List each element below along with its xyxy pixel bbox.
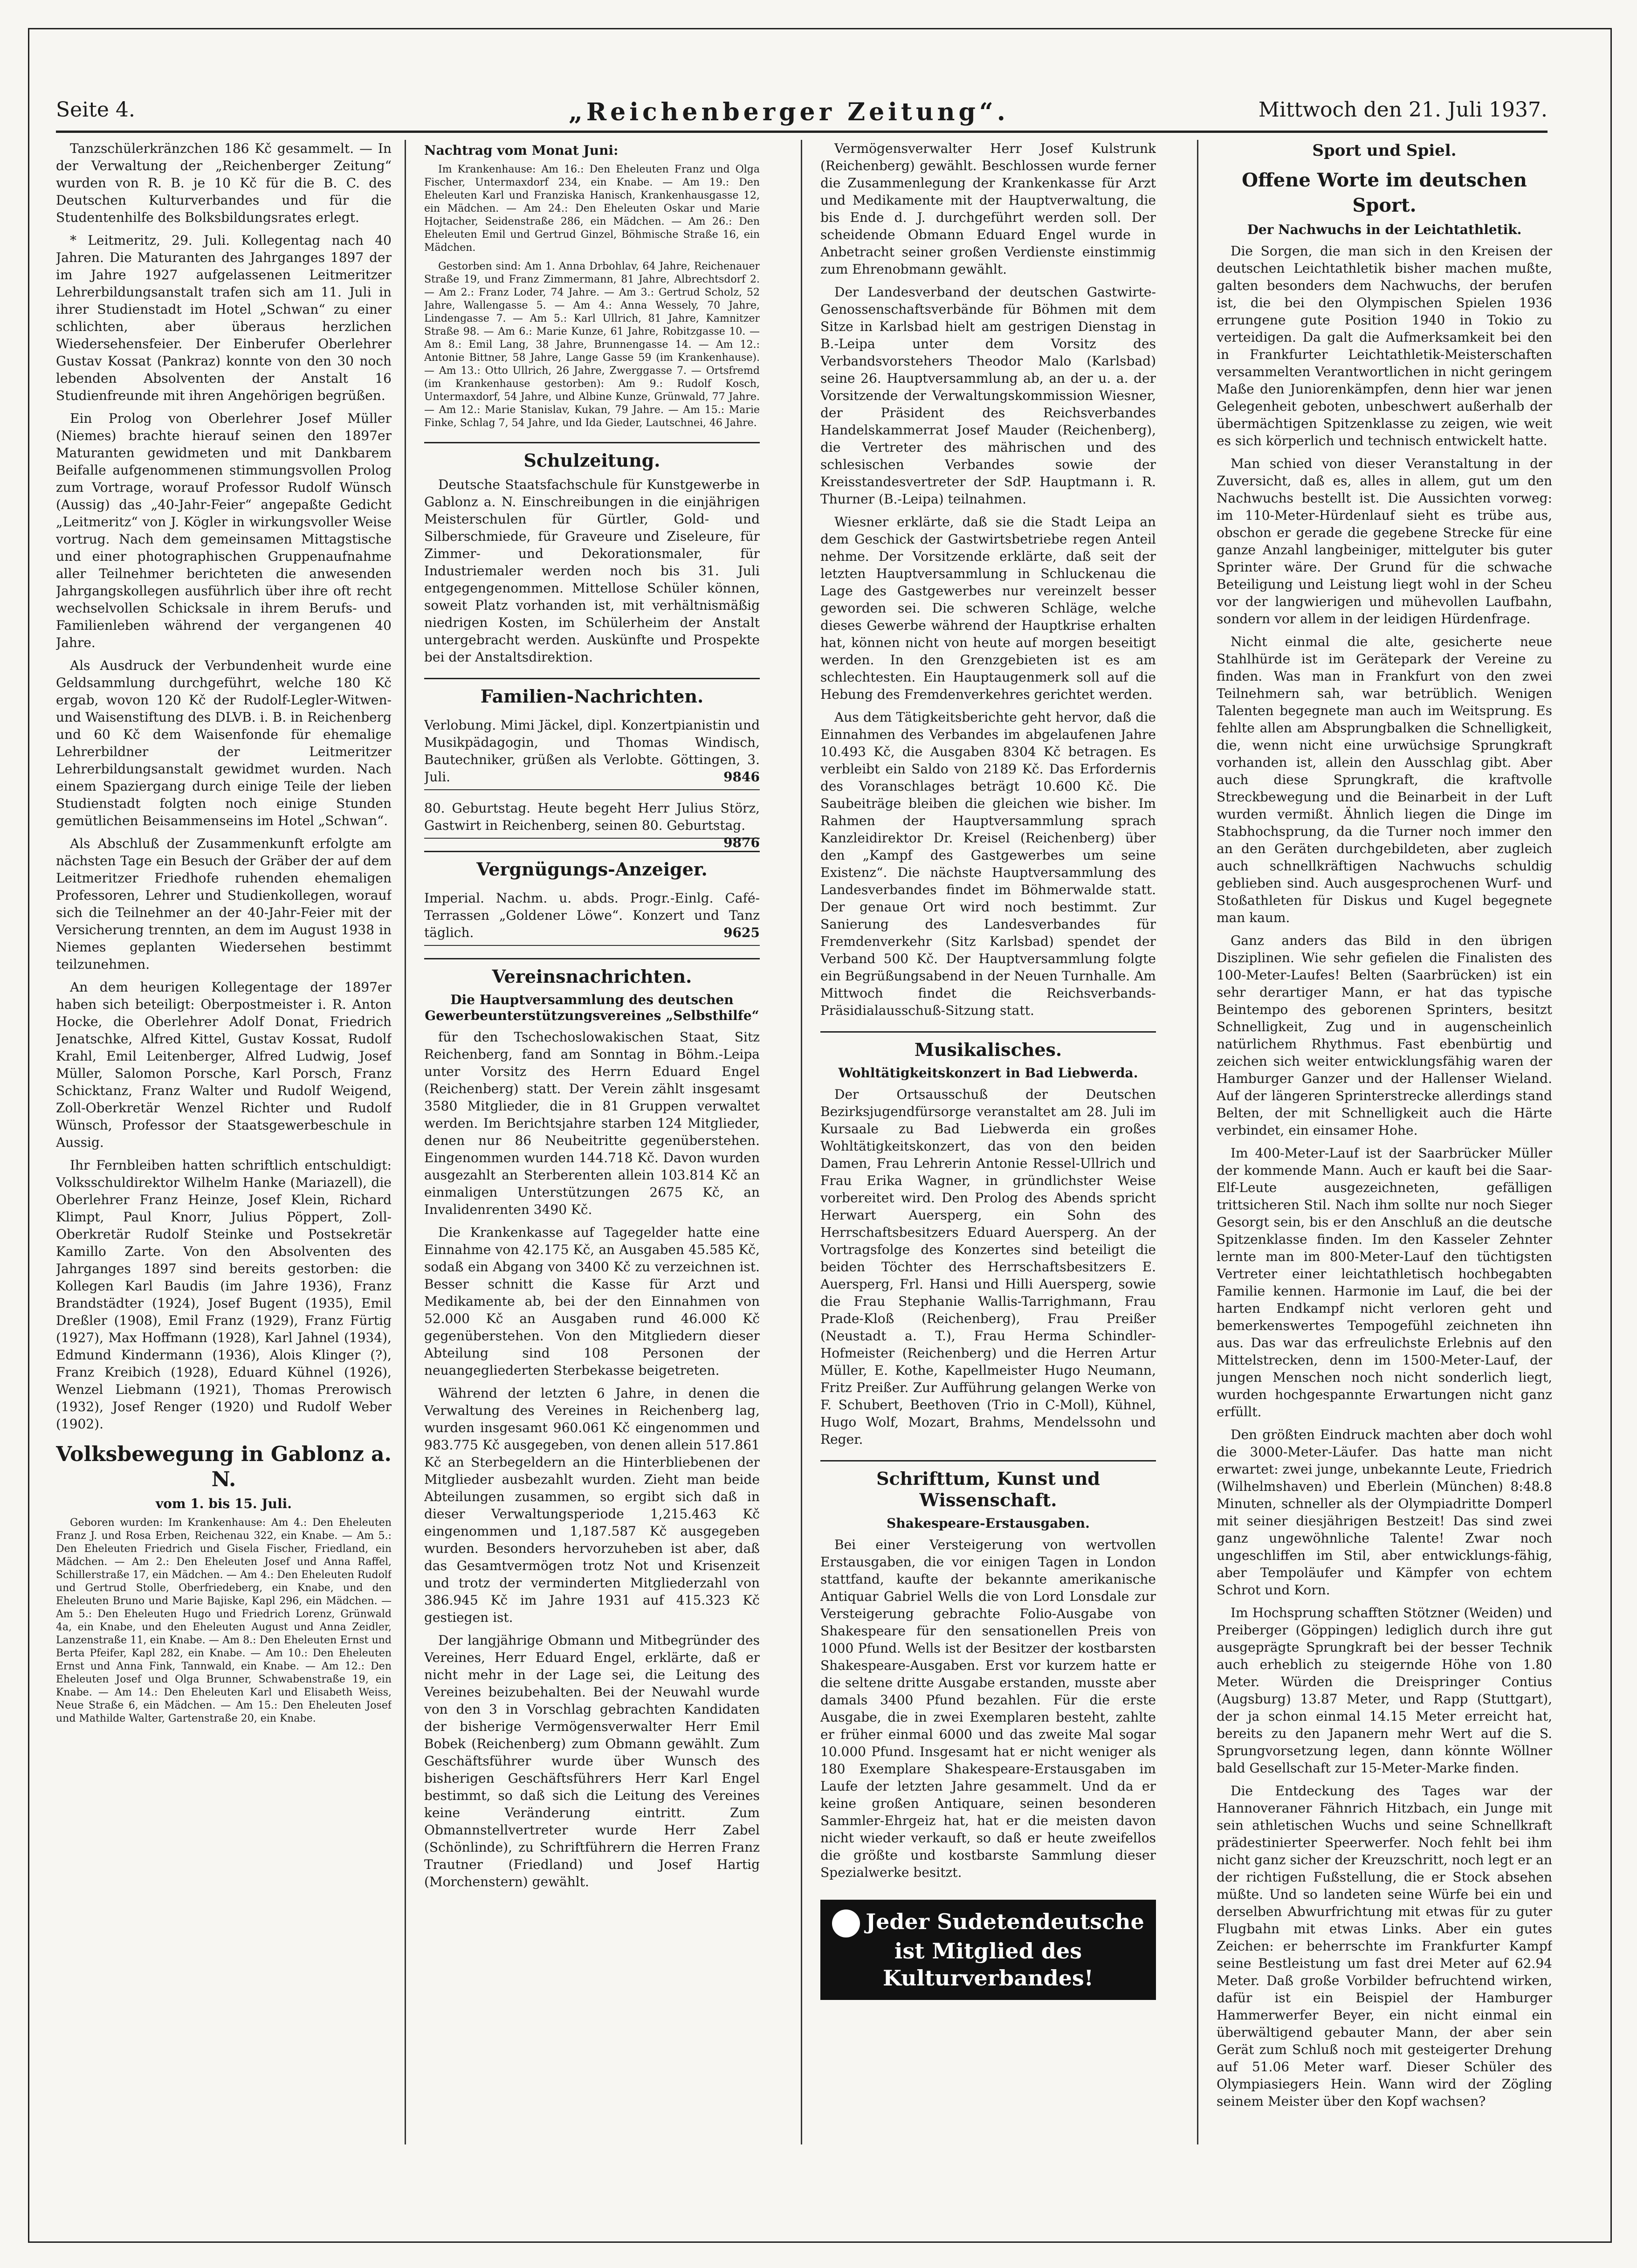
paragraph: Der langjährige Obmann und Mitbegründer des Vereines, Herr Eduard Engel, erklärte, daß er nicht mehr in der Lage sei, die Leitung des Vereines beizubehalten. Bei der Neuwahl wurde von den 3 in Vorschlag gebrachten Kandidaten der bisherige Vermögensverwalter Herr Emil Bobek (Reichenberg) zum Obmann gewählt. Zum Geschäftsführer wurde über Wunsch des bisherigen Geschäftsführers Herr Karl Engel bestimmt, so daß sich die Leitung des Vereines keine Veränderung eintritt. Zum Obmannstellvertreter wurde Herr Zabel (Schönlinde), zu Schriftführern die Herren Franz Trautner (Friedland) und Josef Hartig (Morchenstern) gewählt. [424,1633,760,1889]
paragraph: Nicht einmal die alte, gesicherte neue Stahlhürde ist im Gerätepark der Vereine zu finden. Was man in Frankfurt von den zwei Teilnehmern sah, war betrüblich. Wenigen Talenten begegnete man auch im Weitsprung. Es fehlte allen am Absprungbalken die Schnelligkeit, die, wenn nicht eine urwüchsige Sprungkraft vorhanden ist, allein den Ausschlag gibt. Aber auch diese Sprungkraft, die kraftvolle Streckbewegung und die Beinarbeit in der Luft wurden vermißt. Ähnlich liegen die Dinge im Stabhochsprung, da die Turner noch immer den an den Geräten durchgebildeten, aber zugleich auch schnellkräftigen Nachwuchs schuldig geblieben sind. Auch ausgesprochenen Wurf- und Stoßathleten für Diskus und Kugel begegnete man kaum. [1217,634,1552,925]
section-title-musik: Musikalisches. [820,1031,1156,1061]
gestorben-text: Gestorben sind: Am 1. Anna Drbohlav, 64 Jahre, Reichenauer Straße 19, und Franz Zimmermann, 81 Jahre, Albrechtsdorf 2. — Am 2.: Franz Loder, 74 Jahre. — Am 3.: Gertrud Scholz, 52 Jahre, Wallengasse 5. — Am 4.: Anna Wessely, 70 Jahre, Lindengasse 7. — Am 5.: Karl Ullrich, 81 Jahre, Kamnitzer Straße 98. — Am 6.: Marie Kunze, 61 Jahre, Robitzgasse 10. — Am 8.: Emil Lang, 38 Jahre, Brunnengasse 14. — Am 12.: Antonie Bittner, 58 Jahre, Lange Gasse 59 (im Krankenhause). — Am 13.: Otto Ullrich, 26 Jahre, Zwerggasse 7. — Ortsfremd (im Krankenhause gestorben): Am 9.: Rudolf Kosch, Untermaxdorf, 54 Jahre, und Albine Kunze, Grünwald, 77 Jahre. — Am 12.: Marie Stanislav, Kukan, 79 Jahre. — Am 15.: Marie Finke, Schlag 7, 54 Jahre, und Ida Gieder, Lautschnei, 46 Jahre. [424,261,760,429]
section-title-vergnuegung: Vergnügungs-Anzeiger. [424,851,760,880]
column-1 [56,140,392,2144]
paragraph: Während der letzten 6 Jahre, in denen die Verwaltung des Vereines in Reichenberg lag, wurden insgesamt 960.061 Kč eingenommen und 983.775 Kč ausgegeben, von denen allein 517.861 Kč an Sterbegeldern an die Hinterbliebenen der Mitglieder ausbezahlt wurden. Zieht man beide Abteilungen zusammen, so ergibt sich daß in dieser Verwaltungsperiode 1,215.463 Kč eingenommen und 1,187.587 Kč ausgegeben wurden. Besonders hervorzuheben ist aber, daß das Gesamtvermögen trotz Not und Krisenzeit und trotz der verminderten Mitgliederzahl von 386.945 Kč im Jahre 1931 auf 415.323 Kč gestiegen ist. [424,1386,760,1625]
kulturverband-banner [820,1900,1156,2000]
paragraph: Als Ausdruck der Verbundenheit wurde eine Geldsammlung durchgeführt, welche 180 Kč ergab, wovon 120 Kč der Rudolf-Legler-Witwen- und Waisenstiftung des DLVB. i. B. in Reichenberg und 60 Kč dem Waisenfonde für ehemalige Lehrerbildner der Leitmeritzer Lehrerbildungsanstalt gewidmet wurden. Nach einem Spaziergang durch einige Teile der lieben Studienstadt folgten noch einige Stunden gemütlichen Beisammenseins im Hotel „Schwan“. [56,658,392,828]
paragraph: für den Tschechoslowakischen Staat, Sitz Reichenberg, fand am Sonntag in Böhm.-Leipa unter Vorsitz des Herrn Eduard Engel (Reichenberg) statt. Der Verein zählt insgesamt 3580 Mitglieder, die in 81 Gruppen verwaltet werden. Im Berichtsjahre starben 124 Mitglieder, denen nur 86 Neubeitritte gegenüberstehen. Eingenommen wurden 144.718 Kč. Davon wurden ausgezahlt an Sterberenten allein 103.814 Kč an einmaligen Unterstützungen 2675 Kč, an Invalidenrenten 3490 Kč. [424,1029,760,1217]
newspaper-title: „Reichenberger Zeitung“. [569,98,1009,126]
sport-subtitle: Der Nachwuchs in der Leichtathletik. [1247,222,1522,237]
paragraph: Als Abschluß der Zusammenkunft erfolgte am nächsten Tage ein Besuch der Gräber der auf dem Leitmeritzer Friedhofe ruhenden ehemaligen Professoren, Lehrer und Studienkollegen, worauf sich die Teilnehmer an der 40-Jahr-Feier mit der Versicherung trennten, an dem im August 1938 in Niemes geplanten Wiedersehen bestimmt teilzunehmen. [56,836,392,972]
notice-text: 80. Geburtstag. Heute begeht Herr Julius Störz, Gastwirt in Reichenberg, seinen 80. Geburtstag. [424,800,760,833]
sport-headline: Offene Worte im deutschen Sport. [1242,169,1527,216]
section-title-schrifttum: Schrifttum, Kunst und Wissenschaft. [820,1460,1156,1511]
family-notice [424,713,760,790]
section-subtitle: Wohltätigkeitskonzert in Bad Liebwerda. [838,1065,1138,1081]
entertainment-notice [424,886,760,946]
notice-text: Verlobung. Mimi Jäckel, dipl. Konzertpianistin und Musikpädagogin, und Thomas Windisch, Bautechniker, grüßen als Verlobte. Göttingen, 3. Juli. [424,717,760,785]
emblem-icon [832,1910,860,1937]
section-subtitle: Shakespeare-Erstausgaben. [887,1516,1090,1531]
section-title-sport: Sport und Spiel. [1312,141,1457,160]
family-notice [424,796,760,850]
paragraph: Im Hochsprung schafften Stötzner (Weiden) und Preiberger (Göppingen) lediglich durch ihre gut ausgeprägte Sprungkraft bei der besser Technik auch erheblich zu steigernde Höhe von 1.80 Meter. Würden die Dreispringer Contius (Augsburg) 13.87 Meter, und Rapp (Stuttgart), der ja schon einmal 14.15 Meter erreicht hat, bereits zu den Japanern mehr Wert auf die S. Sprungvorsetzung legen, dann könnte Wöllner bald Gesellschaft zur 15-Meter-Marke finden. [1217,1605,1552,1776]
paragraph: Ganz anders das Bild in den übrigen Disziplinen. Wie sehr gefielen die Finalisten des 100-Meter-Laufes! Belten (Saarbrücken) ist ein sehr derartiger Mann, er hat das typische Beintempo des geborenen Sprinters, besitzt Schnelligkeit, Zug und in augenscheinlich natürlichem Rhythmus. Fast ebenbürtig und zeichen sich weiter entwicklungsfähig waren der Hamburger Ganzer und der Hallenser Wieland. Auf der längeren Sprinterstrecke allerdings stand Belten, der mit Schnelligkeit auch die Härte verbindet, ein einsamer Hohe. [1217,933,1552,1138]
paragraph: An dem heurigen Kollegentage der 1897er haben sich beteiligt: Oberpostmeister i. R. Anton Hocke, die Oberlehrer Adolf Donat, Friedrich Jenatschke, Alfred Kittel, Gustav Kossat, Rudolf Krahl, Emil Leitenberger, Alfred Ludwig, Josef Müller, Salomon Porsche, Karl Porsch, Franz Schicktanz, Franz Walter und Rudolf Weigend, Zoll-Oberkretär Wenzel Richter und Rudolf Wünsch, Professor der Staatsgewerbeschule in Aussig. [56,979,392,1150]
paragraph: Tanzschülerkränzchen 186 Kč gesammelt. — In der Verwaltung der „Reichenberger Zeitung“ wurden von R. B. je 10 Kč für die B. C. des Deutschen Kulturverbandes und für die Studentenhilfe des Bolksbildungsrates erlegt. [56,141,392,225]
paragraph: Vermögensverwalter Herr Josef Kulstrunk (Reichenberg) gewählt. Beschlossen wurde ferner die Zusammenlegung der Krankenkasse für Arzt und Medikamente mit der Hauptverwaltung, die bis Ende d. J. durchgeführt werden soll. Der scheidende Obmann Eduard Engel wurde in Anbetracht seiner großen Verdienste einstimmig zum Ehrenobmann gewählt. [820,141,1156,277]
nachtrag-title: Nachtrag vom Monat Juni: [424,143,619,158]
banner-line-1: Jeder Sudetendeutsche [866,1909,1144,1934]
section-title-verein: Vereinsnachrichten. [424,958,760,987]
column-2 [424,140,760,2144]
paragraph: Im 400-Meter-Lauf ist der Saarbrücker Müller der kommende Mann. Auch er kauft bei die Saar-Elf-Leute ausgezeichneten, gefälligen trittsicheren Stil. Nach ihm sollte nur noch Sieger Gesorgt sein, bis er den Anschluß an die deutsche Spitzenklasse finden. Im den Kasseler Zehnter lernte man im 800-Meter-Lauf den tüchtigsten Vertreter einer leichtathletisch hochbegabten Familie kennen. Harmonie im Lauf, die bei der harten Endkampf nicht verloren geht und bemerkenswertes Tempogefühl zeichneten ihn aus. Das war das erfreulichste Erlebnis auf den Mittelstrecken, denn im 1500-Meter-Lauf, der jungen Menschen noch nicht sonderlich liegt, wurden hochgespannte Erwartungen nicht ganz erfüllt. [1217,1145,1552,1420]
paragraph: Wiesner erklärte, daß sie die Stadt Leipa an dem Geschick der Gastwirtsbetriebe regen Anteil nehme. Der Vorsitzende erklärte, daß seit der letzten Hauptversammlung in Schluckenau die Lage des Gastgewerbes nur vereinzelt besser geworden sei. Die schweren Schläge, welche dieses Gewerbe während der Hauptkrise erhalten hat, können nicht von heute auf morgen beseitigt werden. In den Grenzgebieten ist es am schlechtesten. Ein Hauptaugenmerk soll auf die Hebung des Fremdenverkehres gerichtet werden. [820,514,1156,702]
section-title-familie: Familien-Nachrichten. [424,678,760,707]
paragraph: Den größten Eindruck machten aber doch wohl die 3000-Meter-Läufer. Das hatte man nicht erwartet: zwei junge, unbekannte Leute, Friedrich (Wilhelmshaven) und Eberlein (München) 8:48.8 Minuten, schneller als der Olympiadritte Domperl mit seiner diesjährigen Bestzeit! Das sind zwei ganz ungewöhnliche Talente! Zwar noch ungeschliffen im Stil, aber entwicklungs-fähig, aber Tempoläufer und Kämpfer von echtem Schrot und Korn. [1217,1427,1552,1598]
paragraph: Die Sorgen, die man sich in den Kreisen der deutschen Leichtathletik bisher machen mußte, galten besonders dem Nachwuchs, der berufen ist, die bei den Olympischen Spielen 1936 errungene gute Position 1940 in Tokio zu verteidigen. Da galt die Aufmerksamkeit bei den in Frankfurter Leichtathletik-Meisterschaften versammelten Verantwortlichen in nicht geringem Maße den Juniorenkämpfen, denn hier war jenen Gelegenheit geboten, unbeschwert außerhalb der übermächtigen Spitzenklasse zu zeigen, wie weit es sich körperlich und technisch entwickelt hatte. [1217,243,1552,448]
column-divider [1197,140,1198,2144]
column-4 [1217,140,1552,2144]
notice-number: 9876 [723,835,760,850]
section-title-schulzeitung: Schulzeitung. [424,442,760,471]
column-divider [801,140,802,2144]
schrifttum-text: Bei einer Versteigerung von wertvollen Erstausgaben, die vor einigen Tagen in London stattfand, kaufte der bekannte amerikanische Antiquar Gabriel Wells die von Lord Lonsdale zur Versteigerung gebrachte Folio-Ausgabe von Shakespeare für den sensationellen Preis von 1000 Pfund. Wells ist der Besitzer der kostbarsten Shakespeare-Ausgaben. Erst vor kurzem hatte er die seltene dritte Ausgabe erstanden, musste aber damals 3400 Pfund bezahlen. Für die erste Ausgabe, die in zwei Exemplaren besteht, zahlte er früher einmal 6000 und das zweite Mal sogar 10.000 Pfund. Insgesamt hat er nicht weniger als 180 Exemplare Shakespeare-Erstausgaben im Laufe der letzten Jahre gesammelt. Und da er keine großen Antiquare, seinen besonderen Sammler-Ehrgeiz hat, hat er die meisten davon nicht wieder verkauft, so daß er heute zweifellos die größte und kostbarste Sammlung dieser Spezialwerke besitzt. [820,1537,1156,1880]
schule-text: Deutsche Staatsfachschule für Kunstgewerbe in Gablonz a. N. Einschreibungen in die einjährigen Meisterschulen für Gürtler, Gold- und Silberschmiede, für Graveure und Ziseleure, für Zimmer- und Dekorationsmaler, für Industriemaler werden noch bis 31. Juli entgegengenommen. Mittellose Schüler können, soweit Platz vorhanden ist, mit verhältnismäßig niedrigen Kosten, im Schülerheim der Anstalt untergebracht werden. Auskünfte und Prospekte bei der Anstaltsdirektion. [424,477,760,665]
volksbewegung-text: Geboren wurden: Im Krankenhause: Am 4.: Den Eheleuten Franz J. und Rosa Erben, Reichenau 322, ein Knabe. — Am 5.: Den Eheleuten Friedrich und Gisela Fischer, Friedland, ein Mädchen. — Am 2.: Den Eheleuten Josef und Anna Raffel, Schillerstraße 17, ein Mädchen. — Am 4.: Den Eheleuten Rudolf und Gertrud Stolle, Oberfriedeberg, ein Knabe, und den Eheleuten Bruno und Marie Bajiske, Kapl 296, ein Mädchen. — Am 5.: Den Eheleuten Hugo und Friedrich Lorenz, Grünwald 4a, ein Knabe, und den Eheleuten August und Anna Zeidler, Lanzenstraße 11, ein Knabe. — Am 8.: Den Eheleuten Ernst und Berta Pfeifer, Kapl 282, ein Knabe. — Am 10.: Den Eheleuten Ernst und Anna Fink, Tannwald, ein Knabe. — Am 12.: Den Eheleuten Josef und Olga Brunner, Schwabenstraße 19, ein Knabe. — Am 14.: Den Eheleuten Karl und Elisabeth Weiss, Neue Straße 6, ein Mädchen. — Am 15.: Den Eheleuten Josef und Mathilde Walter, Gartenstraße 20, ein Knabe. [56,1517,392,1724]
article-gastwirte: Der Landesverband der deutschen Gastwirte-Genossenschaftsverbände für Böhmen mit dem Sitze in Karlsbad hielt am gestrigen Dienstag in B.-Leipa unter dem Vorsitz des Verbandsvorstehers Theodor Malo (Karlsbad) seine 26. Hauptversammlung ab, an der u. a. der Vorsitzende der Verwaltungskommission Wiesner, der Präsident des Reichsverbandes Handelskammerrat Josef Mauder (Reichenberg), die Vertreter des mährischen und des schlesischen Verbandes sowie der Kreisstandesvertreter der SdP. Hauptmann i. R. Thurner (B.-Leipa) teilnahmen. [820,284,1156,507]
nachtrag-text: Im Krankenhause: Am 16.: Den Eheleuten Franz und Olga Fischer, Untermaxdorf 234, ein Knabe. — Am 19.: Den Eheleuten Karl und Franziska Hanisch, Krankenhausgasse 12, ein Mädchen. — Am 24.: Den Eheleuten Oskar und Marie Hojtacher, Seidenstraße 286, ein Mädchen. — Am 26.: Den Eheleuten Emil und Gertrud Ginzel, Böhmische Straße 16, ein Mädchen. [424,164,760,254]
notice-text: Imperial. Nachm. u. abds. Progr.-Einlg. Café-Terrassen „Goldener Löwe“. Konzert und Tanz täglich. [424,890,760,940]
section-subtitle: vom 1. bis 15. Juli. [155,1496,292,1511]
page-header [56,93,1548,133]
paragraph: Ihr Fernbleiben hatten schriftlich entschuldigt: Volksschuldirektor Wilhelm Hanke (Mariazell), die Oberlehrer Franz Heinze, Josef Klein, Richard Klimpt, Paul Knorr, Julius Pöppert, Zoll-Oberkretär Rudolf Steinke und Postsekretär Kamillo Zarte. Von den Absolventen des Jahrganges 1897 sind bereits gestorben: die Kollegen Karl Baudis (im Jahre 1936), Franz Brandstädter (1924), Josef Bugent (1935), Emil Dreßler (1908), Emil Franz (1929), Franz Fürtig (1927), Max Hoffmann (1928), Karl Jahnel (1934), Edmund Kindermann (1936), Alois Klinger (?), Franz Kreibich (1928), Eduard Kühnel (1926), Wenzel Liebmann (1921), Thomas Prerowisch (1932), Josef Renger (1920) und Rudolf Weber (1902). [56,1158,392,1432]
notice-number: 9625 [723,925,760,940]
paragraph: Aus dem Tätigkeitsberichte geht hervor, daß die Einnahmen des Verbandes im abgelaufenen Jahre 10.493 Kč, die Ausgaben 8304 Kč betragen. Es verbleibt ein Saldo von 2189 Kč. Das Erfordernis des Voranschlages beträgt 10.600 Kč. Die Saubeiträge bleiben die gleichen wie bisher. Im Rahmen der Hauptversammlung sprach Kanzleidirektor Dr. Kreisel (Reichenberg) über den „Kampf des Gastgewerbes um seine Existenz“. Die nächste Hauptversammlung des Landesverbandes findet im Böhmerwalde statt. Der genaue Ort wird noch bestimmt. Zur Sanierung des Landesverbandes für Fremdenverkehr (Sitz Karlsbad) spendet der Verband 500 Kč. Der Hauptversammlung folgte ein Begrüßungsabend in der Neuen Turnhalle. Am Mittwoch findet die Reichsverbands-Präsidialausschuß-Sitzung statt. [820,710,1156,1018]
notice-number: 9846 [723,769,760,785]
column-3 [820,140,1156,2144]
page-number: Seite 4. [56,98,135,122]
paragraph: Ein Prolog von Oberlehrer Josef Müller (Niemes) brachte hierauf seinen den 1897er Maturanten gewidmeten und mit Dankbarem Beifalle aufgenommenen stimmungsvollen Prolog zum Vortrage, worauf Professor Rudolf Wünsch (Aussig) das „40-Jahr-Feier“ angepaßte Gedicht „Leitmeritz“ von J. Kögler in wirkungsvoller Weise vortrug. Nach dem gemeinsamen Mittagstische und einer photographischen Gruppenaufnahme aller Teilnehmer berichteten die anwesenden Jahrgangskollegen ausführlich über ihre oft recht wechselvollen Schicksale in ihrem Berufs- und Familienleben während der vergangenen 40 Jahre. [56,411,392,650]
paragraph: Man schied von dieser Veranstaltung in der Zuversicht, daß es, alles in allem, gut um den Nachwuchs bestellt ist. Die Aussichten vorweg: im 110-Meter-Hürdenlauf sieht es trübe aus, obschon er gerade die gegebene Strecke für eine ganze Anzahl langbeiniger, mittelguter bis guter Sprinter wäre. Der Grund für die schwache Beteiligung und Leistung liegt wohl in der Scheu vor der langwierigen und mühevollen Laufbahn, sondern vor allem in der leidigen Hürdenfrage. [1217,456,1552,627]
paragraph: Die Krankenkasse auf Tagegelder hatte eine Einnahme von 42.175 Kč, an Ausgaben 45.585 Kč, sodaß ein Abgang von 3400 Kč zu verzeichnen ist. Besser schnitt die Kasse für Arzt und Medikamente ab, bei der den Einnahmen von 52.000 Kč an Ausgaben rund 46.000 Kč gegenüberstehen. Von den Mitgliedern dieser Abteilung sind 108 Personen der neuangegliederten Sterbekasse beigetreten. [424,1225,760,1378]
section-title-volksbewegung: Volksbewegung in Gablonz a. N. [56,1442,392,1491]
issue-date: Mittwoch den 21. Juli 1937. [1258,98,1548,122]
musik-text: Der Ortsausschuß der Deutschen Bezirksjugendfürsorge veranstaltet am 28. Juli im Kursaale zu Bad Liebwerda ein großes Wohltätigkeitskonzert, das von den beiden Damen, Frau Lehrerin Antonie Ressel-Ullrich und Frau Erika Wagner, in gründlichster Weise vorbereitet wird. Den Prolog des Abends spricht Herwart Auersperg, ein Sohn des Herrschaftsbesitzers Eduard Auersperg. An der Vortragsfolge des Konzertes sind beteiligt die beiden Töchter des Herrschaftsbesitzers E. Auersperg, Frl. Hansi und Hilli Auersperg, sowie die Frau Stephanie Wallis-Tarrighmann, Frau Prade-Kloß (Reichenberg), Frau Preißer (Neustadt a. T.), Frau Herma Schindler-Hofmeister (Reichenberg) und die Herren Artur Müller, E. Kothe, Kapellmeister Hugo Neumann, Fritz Preißer. Zur Aufführung gelangen Werke von F. Schubert, Beethoven (Trio in C-Moll), Kühnel, Hugo Wolf, Mozart, Brahms, Mendelssohn und Reger. [820,1087,1156,1447]
article-leitmeritz: * Leitmeritz, 29. Juli. Kollegentag nach 40 Jahren. Die Maturanten des Jahrganges 1897 der im Jahre 1927 aufgelassenen Leitmeritzer Lehrerbildungsanstalt trafen sich am 11. Juli in ihrer Studienstadt im Hotel „Schwan“ zu einer schlichten, aber überaus herzlichen Wiedersehensfeier. Der Einberufer Oberlehrer Gustav Kossat (Pankraz) konnte von den 30 noch lebenden Absolventen der Anstalt 16 Studienfreunde mit ihren Angehörigen begrüßen. [56,233,392,403]
section-subtitle: Die Hauptversammlung des deutschen Gewerbeunterstützungsvereines „Selbsthilfe“ [425,992,759,1023]
column-divider [405,140,406,2144]
paragraph: Die Entdeckung des Tages war der Hannoveraner Fähnrich Hitzbach, ein Junge mit sein athletischen Wuchs und seine Schnellkraft prädestinierter Speerwerfer. Noch fehlt bei ihm nicht ganz sicher der Kreuzschritt, noch legt er an der richtigen Fußstellung, die er Stock absehen müßte. Und so landeten seine Würfe bei ein und derselben Abwurfrichtung mit etwas für zu guter Flugbahn mit etwas Links. Aber ein gutes Zeichen: er beherrschte im Frankfurter Kampf seine Bestleistung um fast drei Meter auf 62.94 Meter. Daß große Vorbilder befruchtend wirken, dafür ist ein Beispiel der Hamburger Hammerwerfer Beyer, ein nicht einmal ein überwältigend gebauter Mann, der aber sein Gerät zum Schluß noch mit gesteigerter Drehung auf 51.06 Meter warf. Dieser Schüler des Olympiasiegers Hein. Wann wird der Zögling seinem Meister über den Kopf wachsen? [1217,1783,1552,2109]
banner-line-2: ist Mitglied des Kulturverbandes! [883,1938,1094,1991]
